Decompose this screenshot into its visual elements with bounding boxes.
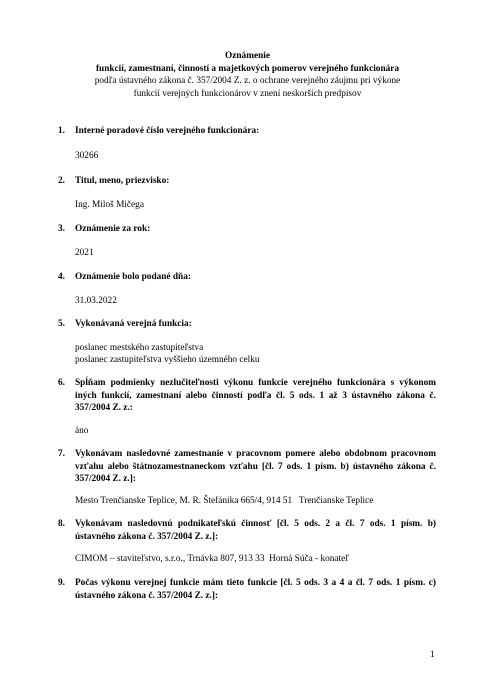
header-law-reference-cont: funkcií verejných funkcionárov v znení neskorších predpisov <box>133 88 362 99</box>
section-2 <box>58 175 436 188</box>
section-number: 5. <box>58 319 65 329</box>
header-law-reference: podľa ústavného zákona č. 357/2004 Z. z. o ochrane verejného záujmu pri výkone <box>94 76 401 86</box>
section-3 <box>58 223 436 236</box>
answer-7: Mesto Trenčianske Teplice, M. R. Štefánika 665/4, 914 51 Trenčianske Teplice <box>75 496 374 506</box>
answer-2: Ing. Miloš Mičega <box>75 200 144 210</box>
section-title: Spĺňam podmienky nezlučiteľnosti výkonu funkcie verejného funkcionára s výkonom iných funkcií, zamestnaní alebo činností podľa čl. 5 ods. 1 až 3 ústavného zákona č. 357/2004 Z. z.: <box>75 378 436 413</box>
section-title: Vykonávam nasledovné zamestnanie v pracovnom pomere alebo obdobnom pracovnom vzťahu alebo štátnozamestnaneckom vzťahu [čl. 7 ods. 1 písm. b) ústavného zákona č. 357/2004 Z. z.]: <box>75 449 436 484</box>
page-number: 1 <box>430 650 435 660</box>
section-number: 4. <box>58 272 65 282</box>
section-7 <box>58 448 436 486</box>
answer-1: 30266 <box>75 151 99 161</box>
section-1 <box>58 125 436 138</box>
section-number: 9. <box>58 578 65 588</box>
section-9 <box>58 577 436 602</box>
section-number: 7. <box>58 449 65 459</box>
section-title: Vykonávaná verejná funkcia: <box>75 319 192 329</box>
answer-3: 2021 <box>75 248 94 258</box>
answer-5-line-1: poslanec mestského zastupiteľstva <box>75 343 204 353</box>
answer-8: CIMOM – staviteľstvo, s.r.o., Trnávka 807, 913 33 Horná Súča - konateľ <box>75 554 350 564</box>
section-number: 8. <box>58 519 65 529</box>
section-number: 6. <box>58 378 65 388</box>
document-header <box>60 50 435 100</box>
section-title: Počas výkonu verejnej funkcie mám tieto funkcie [čl. 5 ods. 3 a 4 a čl. 7 ods. 1 písm. c) ústavného zákona č. 357/2004 Z. z.]: <box>75 578 436 601</box>
section-title: Oznámenie za rok: <box>75 224 151 234</box>
section-5 <box>58 318 436 331</box>
answer-4: 31.03.2022 <box>75 296 117 306</box>
section-number: 2. <box>58 176 65 186</box>
header-subtitle: funkcií, zamestnaní, činností a majetkových pomerov verejného funkcionára <box>95 63 400 74</box>
answer-5-line-2: poslanec zastupiteľstva vyššieho územného celku <box>75 355 260 365</box>
section-title: Titul, meno, priezvisko: <box>75 176 170 186</box>
section-title: Vykonávam nasledovnú podnikateľskú činnosť [čl. 5 ods. 2 a čl. 7 ods. 1 písm. b) ústavného zákona č. 357/2004 Z. z.]: <box>75 519 436 542</box>
section-title: Oznámenie bolo podané dňa: <box>75 272 191 282</box>
section-4 <box>58 271 436 284</box>
section-title: Interné poradové číslo verejného funkcionára: <box>75 126 260 136</box>
section-6 <box>58 377 436 415</box>
section-number: 1. <box>58 126 65 136</box>
answer-6: áno <box>75 426 89 436</box>
header-title: Oznámenie <box>225 51 270 61</box>
section-8 <box>58 518 436 543</box>
section-number: 3. <box>58 224 65 234</box>
